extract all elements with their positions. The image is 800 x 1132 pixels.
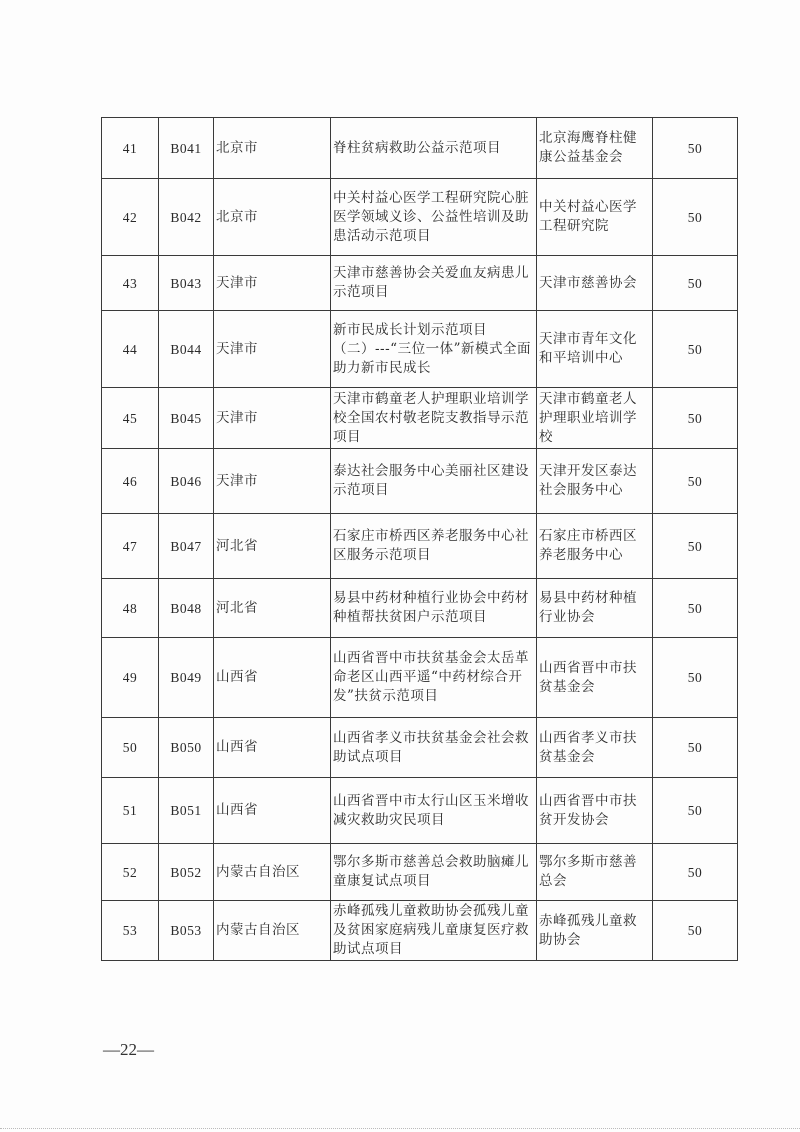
region-name: 山西省 [214, 718, 331, 778]
region-name: 天津市 [214, 256, 331, 311]
organization-name: 北京海鹰脊柱健康公益基金会 [537, 118, 653, 179]
project-code: B048 [159, 579, 214, 638]
table-row [102, 579, 738, 638]
project-code: B053 [159, 901, 214, 961]
page-edge-divider [0, 1128, 800, 1130]
row-index: 44 [102, 311, 159, 388]
region-name: 内蒙古自治区 [214, 901, 331, 961]
table-row [102, 638, 738, 718]
region-name: 山西省 [214, 638, 331, 718]
region-name: 北京市 [214, 179, 331, 256]
organization-name: 山西省晋中市扶贫基金会 [537, 638, 653, 718]
organization-name: 天津市慈善协会 [537, 256, 653, 311]
row-index: 42 [102, 179, 159, 256]
project-code: B050 [159, 718, 214, 778]
row-index: 51 [102, 778, 159, 844]
table-row [102, 844, 738, 901]
project-name: 鄂尔多斯市慈善总会救助脑瘫儿童康复试点项目 [331, 844, 537, 901]
project-code: B047 [159, 514, 214, 579]
region-name: 内蒙古自治区 [214, 844, 331, 901]
funding-amount: 50 [653, 179, 738, 256]
row-index: 48 [102, 579, 159, 638]
project-table-body [102, 118, 738, 961]
project-code: B043 [159, 256, 214, 311]
table-row [102, 256, 738, 311]
table-row [102, 901, 738, 961]
project-name: 石家庄市桥西区养老服务中心社区服务示范项目 [331, 514, 537, 579]
funding-amount: 50 [653, 514, 738, 579]
region-name: 天津市 [214, 311, 331, 388]
funding-amount: 50 [653, 311, 738, 388]
organization-name: 赤峰孤残儿童救助协会 [537, 901, 653, 961]
row-index: 47 [102, 514, 159, 579]
row-index: 49 [102, 638, 159, 718]
organization-name: 天津市鹤童老人护理职业培训学校 [537, 388, 653, 449]
project-name: 脊柱贫病救助公益示范项目 [331, 118, 537, 179]
region-name: 山西省 [214, 778, 331, 844]
project-code: B049 [159, 638, 214, 718]
organization-name: 石家庄市桥西区养老服务中心 [537, 514, 653, 579]
funding-amount: 50 [653, 844, 738, 901]
row-index: 50 [102, 718, 159, 778]
funding-amount: 50 [653, 388, 738, 449]
project-code: B046 [159, 449, 214, 514]
funding-amount: 50 [653, 449, 738, 514]
organization-name: 山西省晋中市扶贫开发协会 [537, 778, 653, 844]
project-code: B044 [159, 311, 214, 388]
table-row [102, 311, 738, 388]
project-name: 中关村益心医学工程研究院心脏医学领域义诊、公益性培训及助患活动示范项目 [331, 179, 537, 256]
project-name: 山西省晋中市扶贫基金会太岳革命老区山西平遥“中药材综合开发”扶贫示范项目 [331, 638, 537, 718]
funding-amount: 50 [653, 118, 738, 179]
table-row [102, 449, 738, 514]
region-name: 天津市 [214, 449, 331, 514]
organization-name: 易县中药材种植行业协会 [537, 579, 653, 638]
row-index: 43 [102, 256, 159, 311]
table-row [102, 718, 738, 778]
funding-amount: 50 [653, 778, 738, 844]
page-number: —22— [103, 1040, 154, 1059]
organization-name: 中关村益心医学工程研究院 [537, 179, 653, 256]
project-code: B041 [159, 118, 214, 179]
organization-name: 山西省孝义市扶贫基金会 [537, 718, 653, 778]
row-index: 45 [102, 388, 159, 449]
row-index: 41 [102, 118, 159, 179]
funding-amount: 50 [653, 718, 738, 778]
region-name: 河北省 [214, 579, 331, 638]
project-name: 山西省晋中市太行山区玉米增收减灾救助灾民项目 [331, 778, 537, 844]
table-row [102, 778, 738, 844]
row-index: 53 [102, 901, 159, 961]
region-name: 北京市 [214, 118, 331, 179]
organization-name: 天津市青年文化和平培训中心 [537, 311, 653, 388]
project-name: 天津市慈善协会关爱血友病患儿示范项目 [331, 256, 537, 311]
funding-amount: 50 [653, 256, 738, 311]
project-name: 新市民成长计划示范项目（二）---“三位一体”新模式全面助力新市民成长 [331, 311, 537, 388]
row-index: 52 [102, 844, 159, 901]
project-name: 泰达社会服务中心美丽社区建设示范项目 [331, 449, 537, 514]
region-name: 河北省 [214, 514, 331, 579]
project-code: B042 [159, 179, 214, 256]
region-name: 天津市 [214, 388, 331, 449]
funding-amount: 50 [653, 579, 738, 638]
row-index: 46 [102, 449, 159, 514]
project-name: 山西省孝义市扶贫基金会社会救助试点项目 [331, 718, 537, 778]
table-row [102, 118, 738, 179]
project-name: 天津市鹤童老人护理职业培训学校全国农村敬老院支教指导示范项目 [331, 388, 537, 449]
table-row [102, 179, 738, 256]
table-row [102, 388, 738, 449]
project-code: B045 [159, 388, 214, 449]
project-code: B051 [159, 778, 214, 844]
table-row [102, 514, 738, 579]
project-code: B052 [159, 844, 214, 901]
project-name: 赤峰孤残儿童救助协会孤残儿童及贫困家庭病残儿童康复医疗救助试点项目 [331, 901, 537, 961]
funding-amount: 50 [653, 901, 738, 961]
project-table [101, 117, 738, 961]
organization-name: 天津开发区泰达社会服务中心 [537, 449, 653, 514]
funding-amount: 50 [653, 638, 738, 718]
organization-name: 鄂尔多斯市慈善总会 [537, 844, 653, 901]
project-name: 易县中药材种植行业协会中药材种植帮扶贫困户示范项目 [331, 579, 537, 638]
